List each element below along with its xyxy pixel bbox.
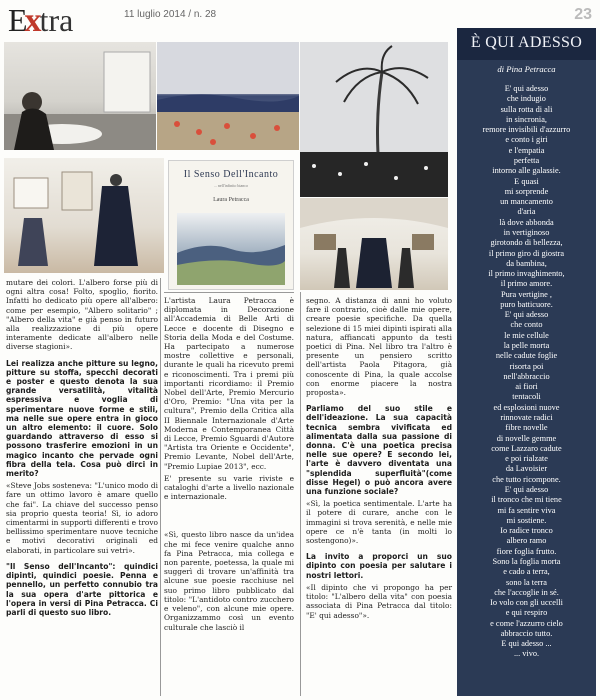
- book-author: Laura Petracca: [213, 197, 249, 203]
- poem-line: albero ramo: [506, 536, 547, 546]
- poem-line: un mancamento: [500, 197, 553, 207]
- poem-line: nelle cadute foglie: [495, 351, 558, 361]
- poem-line: come Lazzaro cadute: [491, 443, 562, 453]
- poem-line: perfetta: [513, 155, 540, 165]
- article-column-2: [164, 296, 294, 635]
- photo-exhibition-dresses: [4, 158, 164, 273]
- column-rule: [164, 292, 294, 293]
- body-paragraph: «Sì, la poetica sentimentale. L'arte ha il potere di curare, anche con le immagini si trova serenità, e nelle mie opere ce n'è tanta (in molti lo sostengono)».: [306, 499, 452, 546]
- poem-line: tentacoli: [512, 392, 541, 402]
- poem-line: e poi rialzate: [505, 454, 548, 464]
- poem-line: che conto: [510, 320, 543, 330]
- poem-line: girotondo di bellezza,: [490, 238, 563, 248]
- body-paragraph: segno. A distanza di anni ho voluto fare il contrario, cioè dalle mie opere, creare poesie specifiche. Da quella selezione di 15 miei dipinti ispirati alla natura, affiancati appunto da testi poetici di Pina. Nel libro tra l'altro è presente un pensiero scritto dell'artista Paola Pitagora, già conoscente di Pina, la quale accolse con enorme piacere la nostra proposta».: [306, 296, 452, 398]
- poem-line: e come l'azzurro cielo: [490, 618, 563, 628]
- book-cover-art: [177, 213, 285, 285]
- poem-line: in vertiginoso: [503, 227, 550, 237]
- column-rule: [160, 278, 161, 696]
- poem-line: risorta poi: [509, 361, 544, 371]
- poem-title-bar: [457, 28, 596, 60]
- photo-artist-painting: [4, 42, 156, 150]
- interview-question: Parliamo del suo stile e dell'ideazione. La sua capacità tecnica sembra vivificata ed alimentata dalla sua passione di donna. C'è una poetica precisa nelle sue opere? E secondo lei, l'arte è davvero diventata una "splendida superfluità"(come disse Hegel) o può ancora avere una funzione sociale?: [306, 404, 452, 497]
- body-paragraph: mutare dei colori. L'albero forse più di ogni altra cosa! Folto, spoglio, fiorito. Infatti ho dedicato più opere all'albero: come per esempio, "Albero solitario" ; "Albero della vita" e già penso in futuro alla realizzazione di più opere interamente dedicate all'albero nelle diverse stagioni».: [6, 278, 158, 352]
- poem-line: Io volo con gli uccelli: [490, 598, 563, 608]
- poem-author: di Pina Petracca: [497, 64, 556, 74]
- body-paragraph: «Sì, questo libro nasce da un'idea che mi fece venire qualche anno fa Pina Petracca, mia collega e non parente, poetessa, la quale mi suggerì di trovare un'affinità tra alcune sue poesie racchiuse nel suo primo libro pubblicato dal titolo: "L'antidoto contro zucchero e veleno", con alcune mie opere. Organizzammo così un evento culturale che lasciò il: [164, 530, 294, 632]
- poem-line: da bambina,: [506, 258, 547, 268]
- column-rule: [300, 292, 301, 696]
- poem-line: sono la terra: [505, 577, 547, 587]
- poem-line: d'aria: [517, 207, 536, 217]
- poem-line: E' qui adesso: [504, 84, 549, 93]
- poem-line: e qui respiro: [505, 608, 548, 618]
- poem-line: puro batticuore.: [500, 299, 553, 309]
- poem-line: la pelle morta: [503, 341, 550, 351]
- poem-line: sulla rotta di ali: [500, 104, 553, 114]
- article-column-1: [6, 278, 158, 620]
- interview-question: Lei realizza anche pitture su legno, pitture su stoffa, specchi decorati e poster e questo denota la sua grande versatilità, vitalità espressiva e voglia di sperimentare nuove forme e stili, ma nelle sue opere entra in gioco un altro elemento: il cuore. Solo guardando attraverso di esso si possono trasferire emozioni in un magico incanto che pervade ogni fibra della tela. Cosa può dirci in merito?: [6, 358, 158, 479]
- poem-line: ed esplosioni nuove: [493, 402, 560, 412]
- body-paragraph: «Steve Jobs sosteneva: "L'unico modo di fare un ottimo lavoro è amare quello che fai". La chiave del successo penso sia proprio questa teoria! Sì, io adoro cimentarmi in supporti differenti e trovo bellissimo sperimentare nuove tecniche e motivi decorativi originali ed elaborati, in particolare sui vetri».: [6, 481, 158, 555]
- photo-landscape-painting: [157, 42, 299, 150]
- poem-line: E quasi: [514, 176, 539, 186]
- poem-line: e cado a terra,: [503, 567, 550, 577]
- poem-line: abbraccio tutto.: [500, 628, 553, 638]
- poem-line: in sincronia,: [505, 114, 547, 124]
- poem-line: ... vivo.: [513, 649, 540, 659]
- artist-bio: E' presente su varie riviste e cataloghi d'arte a livello nazionale e internazionale.: [164, 473, 294, 502]
- poem-line: mi fa sentire viva: [497, 505, 556, 515]
- photo-gallery-room: [300, 198, 448, 290]
- poem-line: nell'abbraccio: [503, 371, 550, 381]
- poem-line: da Lavoisier: [505, 464, 548, 474]
- poem-line: che indugio: [507, 94, 546, 104]
- book-cover: [168, 160, 294, 290]
- poem-line: il tronco che mi tiene: [491, 495, 562, 505]
- poem-line: e l'empatia: [508, 145, 545, 155]
- poem-text: [461, 84, 592, 660]
- poem-line: il primo giro di giostra: [488, 248, 565, 258]
- poem-line: il primo amore.: [500, 279, 553, 289]
- poem-line: le mie cellule: [504, 330, 549, 340]
- poem-line: E' qui adesso: [504, 484, 549, 494]
- poem-line: mi sorprende: [504, 186, 549, 196]
- photo-palm-painting: [300, 42, 448, 197]
- poem-line: E' qui adesso: [504, 310, 549, 320]
- page-number: 23: [574, 6, 592, 23]
- poem-line: là dove abbonda: [499, 217, 554, 227]
- poem-line: mi sostiene.: [506, 515, 547, 525]
- poem-line: Io radice tronco: [500, 526, 553, 536]
- book-title: Il Senso Dell'Incanto: [183, 169, 279, 180]
- poem-line: Sono la foglia morta: [492, 556, 561, 566]
- poem-line: che l'accoglie in sé.: [494, 587, 559, 597]
- poem-line: che tutto ricompone.: [492, 474, 561, 484]
- poem-title: È QUI ADESSO: [470, 34, 583, 51]
- interview-question: La invito a proporci un suo dipinto con poesia per salutare i nostri lettori.: [306, 552, 452, 580]
- issue-dateline: 11 luglio 2014 / n. 28: [124, 9, 217, 20]
- poem-line: rinnovate radici: [500, 413, 553, 422]
- book-subtitle: ... nell'infinito bianco: [213, 183, 249, 188]
- interview-question: "Il Senso dell'Incanto": quindici dipinti, quindici poesie. Penna e pennello, un perfetto connubio tra la sua opera d'arte pittorica e l'opera in versi di Pina Petracca. Ci parli di questo suo libro.: [6, 561, 158, 617]
- magazine-logo: Extra: [8, 2, 74, 39]
- body-paragraph: «Il dipinto che vi propongo ha per titolo: "L'albero della vita" con poesia associata di Pina Petracca dal titolo: "E' qui adesso"».: [306, 582, 452, 620]
- poem-line: fibre novelle: [505, 423, 548, 433]
- poem-line: remore invisibili d'azzurro: [482, 125, 571, 135]
- poem-line: il primo invaghimento,: [488, 269, 565, 279]
- artist-bio: L'artista Laura Petracca è diplomata in Decorazione all'Accademia di Belle Arti di Lecce e docente di Disegno e Storia della Moda e del Costume. Ha partecipato a numerose mostre collettive e personali, durante le quali ha ricevuto premi e riconoscimenti. Tra i premi più importanti ricordiamo: il Premio Nobel dell'Arte, Premio Mercurio d'Oro, Premio: "Una vita per la cultura", Premio della Critica alla II Biennale Internazionale d'Arte Moderna e Contemporanea Città di Lecce, Premio Sguardi d'Autore "Artista tra Oriente e Occidente", Premio Levante, Nobel dell'Arte, "Premio Lupiae 2013", ecc.: [164, 296, 294, 471]
- article-column-3: [306, 296, 452, 623]
- poem-line: di novelle gemme: [496, 433, 557, 443]
- poem-line: Pura vertigine ,: [501, 289, 552, 299]
- poem-sidebar: [457, 28, 596, 696]
- poem-line: ai fiori: [515, 382, 538, 392]
- poem-line: fiore foglia frutto.: [496, 546, 557, 556]
- poem-line: intorno alle galassie.: [492, 166, 561, 176]
- poem-line: E qui adesso ...: [501, 639, 552, 649]
- poem-line: e conto i giri: [505, 135, 548, 145]
